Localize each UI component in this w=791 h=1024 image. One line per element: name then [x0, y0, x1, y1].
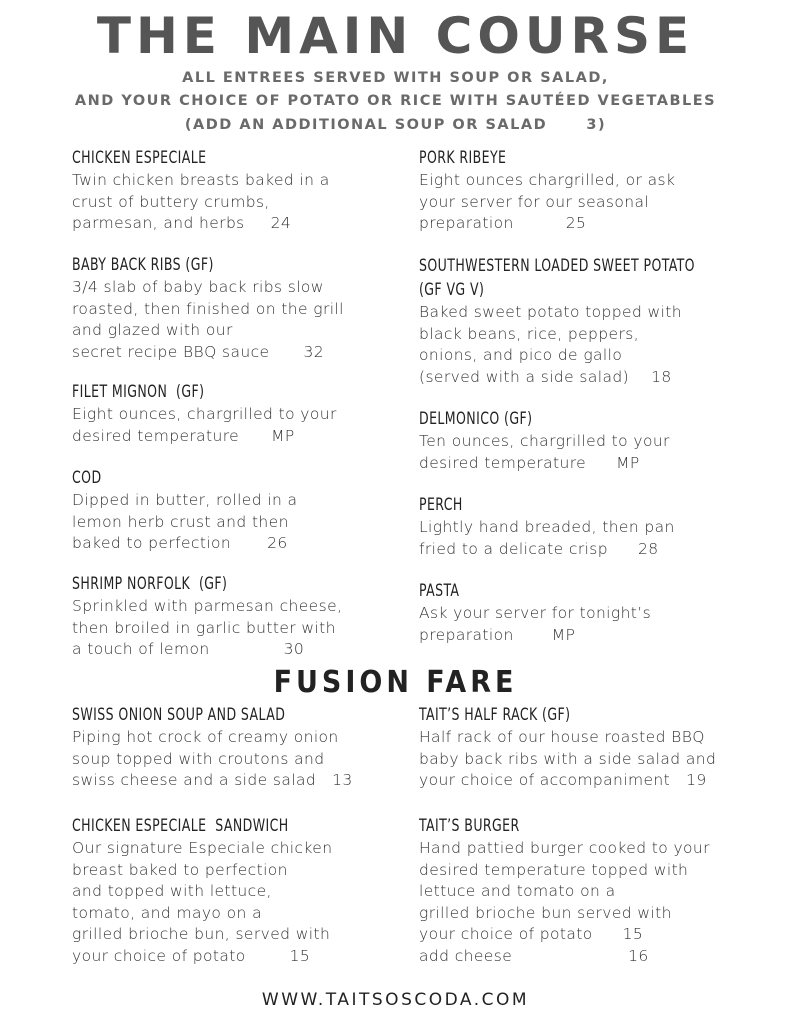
extra-price: 16	[628, 946, 649, 965]
item-price: 28	[638, 539, 659, 558]
item-price: 26	[267, 534, 288, 552]
item-name: PASTA	[419, 581, 460, 601]
page-title: THE MAIN COURSE	[96, 7, 695, 65]
item-name: DELMONICO (GF)	[419, 409, 533, 429]
website-link[interactable]: WWW.TAITSOSCODA.COM	[261, 990, 530, 1010]
item-name: CHICKEN ESPECIALE	[72, 148, 207, 168]
item-description: Lightly hand breaded, then pan fried to a delicate crisp 28	[419, 518, 675, 558]
item-description: Ask your server for tonight’s preparation MP	[419, 604, 652, 644]
item-name: PERCH	[419, 495, 463, 515]
section-title-fusion-fare: FUSION FARE	[273, 665, 518, 700]
menu-item	[72, 466, 417, 555]
menu-item	[72, 814, 417, 967]
item-name-tags: (GF VG V)	[419, 280, 485, 300]
menu-item	[72, 146, 417, 235]
item-name: CHICKEN ESPECIALE SANDWICH	[72, 816, 289, 836]
item-name: TAIT’S HALF RACK (GF)	[419, 705, 571, 725]
item-description: Eight ounces chargrilled, or ask your server for our seasonal preparation 25	[419, 171, 676, 232]
item-description: Half rack of our house roasted BBQ baby back ribs with a side salad and your choice of accompaniment 19	[419, 728, 717, 789]
menu-item	[419, 579, 764, 646]
item-price: MP	[271, 426, 295, 445]
item-name: SWISS ONION SOUP AND SALAD	[72, 705, 286, 725]
item-name: PORK RIBEYE	[419, 148, 507, 168]
item-name: FILET MIGNON (GF)	[72, 382, 205, 402]
menu-item	[72, 572, 417, 661]
item-price: 30	[283, 640, 305, 658]
item-name: TAIT’S BURGER	[419, 816, 520, 836]
item-description: Sprinkled with parmesan cheese, then broiled in garlic butter with a touch of lemon 30	[72, 597, 343, 658]
menu-item	[72, 380, 417, 447]
item-price: 19	[686, 771, 707, 789]
item-name: COD	[72, 468, 102, 488]
item-price: 15	[622, 925, 644, 943]
item-description: Piping hot crock of creamy onion soup topped with croutons and swiss cheese and a side salad 13	[72, 728, 353, 789]
menu-item	[72, 703, 417, 792]
item-price: MP	[551, 625, 576, 644]
item-price: 18	[651, 367, 672, 386]
item-price: 13	[332, 771, 353, 789]
item-description: 3/4 slab of baby back ribs slow roasted, then finished on the grill and glazed with our secret recipe BBQ sauce 32	[72, 278, 344, 361]
item-price: 15	[289, 946, 311, 965]
menu-item	[419, 254, 764, 388]
item-description: Dipped in butter, rolled in a lemon herb crust and then baked to perfection 26	[72, 491, 298, 552]
item-name: SHRIMP NORFOLK (GF)	[72, 574, 228, 594]
item-price: 24	[270, 214, 292, 232]
item-name: SOUTHWESTERN LOADED SWEET POTATO	[419, 256, 695, 276]
item-description: Ten ounces, chargrilled to your desired temperature MP	[419, 432, 670, 472]
menu-item	[72, 253, 417, 363]
menu-item	[419, 814, 764, 967]
item-description: Hand pattied burger cooked to your desired temperature topped with lettuce and tomato on a grilled brioche bun served with your choice of potato 15 add cheese 16	[419, 838, 764, 967]
menu-item	[419, 407, 764, 474]
menu-item	[419, 493, 764, 560]
extra-option: add cheese 16	[419, 946, 649, 965]
item-price: 25	[565, 214, 587, 232]
item-price: 32	[303, 342, 325, 361]
subtitle-line-3: (ADD AN ADDITIONAL SOUP OR SALAD 3)	[184, 117, 607, 133]
item-description: Baked sweet potato topped with black beans, rice, peppers, onions, and pico de gallo (served with a side salad) 18	[419, 303, 683, 386]
menu-item	[419, 146, 764, 235]
item-price: MP	[616, 453, 640, 472]
item-description: Twin chicken breasts baked in a crust of buttery crumbs, parmesan, and herbs 24	[72, 171, 330, 232]
subtitle-line-1: ALL ENTREES SERVED WITH SOUP OR SALAD,	[182, 70, 609, 86]
item-description: Our signature Especiale chicken breast baked to perfection and topped with lettuce, tomato, and mayo on a grilled brioche bun, served with your choice of potato 15	[72, 839, 333, 965]
item-description: Eight ounces, chargrilled to your desired temperature MP	[72, 405, 337, 445]
menu-item	[419, 703, 764, 792]
item-name: BABY BACK RIBS (GF)	[72, 255, 214, 275]
subtitle-line-2: AND YOUR CHOICE OF POTATO OR RICE WITH SAUTÉED VEGETABLES	[74, 93, 717, 109]
